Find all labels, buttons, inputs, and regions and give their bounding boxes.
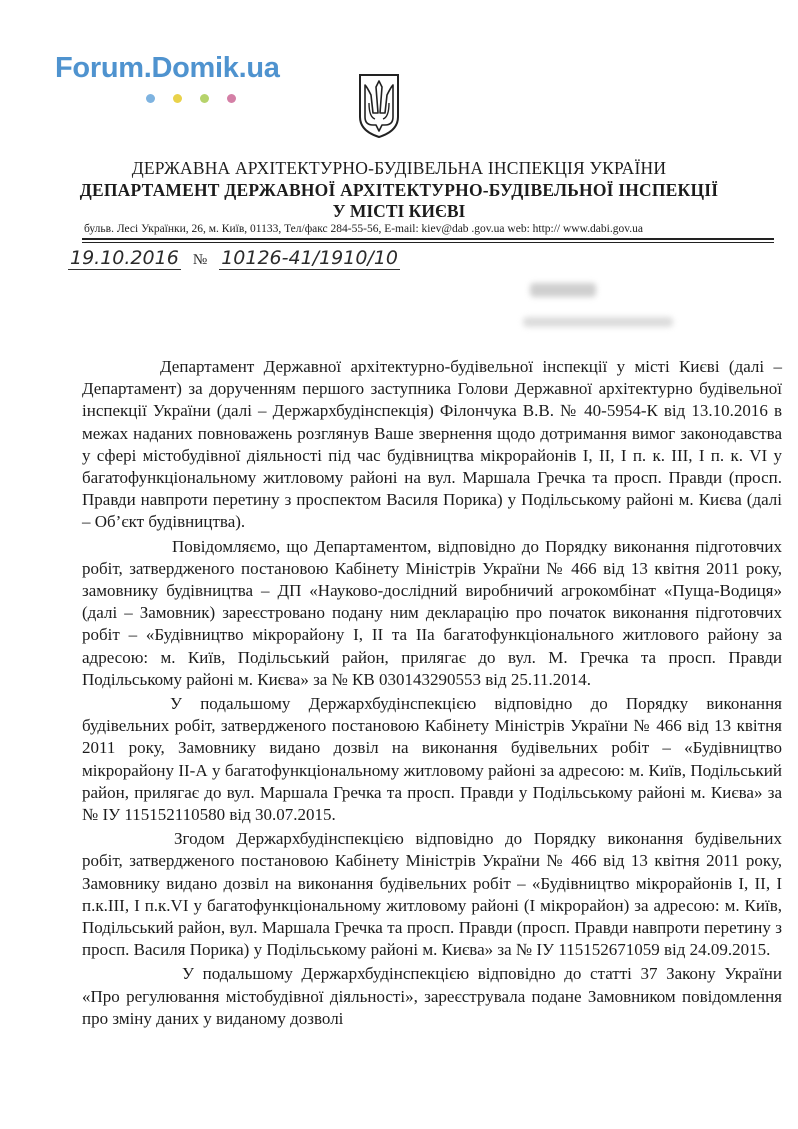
header-divider: [82, 238, 774, 240]
body-paragraph: Повідомляємо, що Департаментом, відповідно до Порядку виконання підготовчих робіт, затвердженого постановою Кабінету Міністрів України № 466 від 13 квітня 2011 року, замовнику будівництва – ДП «Науково-дослідний виробничий агрокомбінат «Пуща-Водиця» (далі – Замовник) зареєстровано подану ним декларацію про початок виконання підготовчих робіт – «Будівництво мікрорайону І, ІІ та ІІа багатофункціонального житлового району за адресою: м. Київ, Подільський район, прилягає до вул. М. Гречка та просп. Правди Подільському районі м. Києва» за № КВ 030143290553 від 25.11.2014.: [82, 536, 782, 689]
body-paragraph: У подальшому Держархбудінспекцією відповідно до статті 37 Закону України «Про регулювання містобудівної діяльності», зареєструвала подане Замовником повідомлення про зміну даних у виданому дозволі: [82, 964, 782, 1028]
registration-line: [68, 247, 400, 269]
watermark-dot: [173, 94, 182, 103]
registration-number: 10126-41/1910/10: [221, 247, 399, 269]
watermark-dot: [146, 94, 155, 103]
forum-watermark: Forum.Domik.ua: [55, 52, 280, 84]
registration-number-label: №: [192, 252, 208, 268]
redacted-recipient-email: [523, 317, 673, 327]
trident-coat-of-arms-icon: [357, 73, 401, 139]
registration-date: 19.10.2016: [70, 247, 179, 269]
letter-body: [82, 356, 782, 1032]
header-inspection-title: ДЕРЖАВНА АРХІТЕКТУРНО-БУДІВЕЛЬНА ІНСПЕКЦІЯ УКРАЇНИ: [131, 158, 667, 178]
body-paragraph: Департамент Державної архітектурно-будівельної інспекції у місті Києві (далі – Департамент) за дорученням першого заступника Голови Державної архітектурно будівельної інспекції України (далі – Держархбудінспекція) Філончука В.В. № 40-5954-К від 13.10.2016 в межах наданих повноважень розглянув Ваше звернення щодо дотримання вимог законодавства у сфері містобудівної діяльності під час будівництва мікрорайонів І, ІІ, І п. к. ІІІ, І п. к. VI у багатофункціональному житловому районі на вул. Маршала Гречка та просп. Правди (просп. Правди навпроти перетину з проспектом Василя Порика) у Подільському районі м. Києва (далі – Об’єкт будівництва).: [82, 357, 782, 532]
body-paragraph: У подальшому Держархбудінспекцією відповідно до Порядку виконання будівельних робіт, затвердженого постановою Кабінету Міністрів України № 466 від 13 квітня 2011 року, Замовнику видано дозвіл на виконання будівельних робіт – «Будівництво мікрорайону ІІ-А у багатофункціональному житловому районі за адресою: м. Київ, Подільський район, прилягає до вул. Маршала Гречка та просп. Правди у Подільському районі м. Києва» за № ІУ 115152110580 від 30.07.2015.: [82, 694, 782, 825]
watermark-dot: [227, 94, 236, 103]
redacted-recipient-name: [530, 283, 596, 297]
header-city: У МІСТІ КИЄВІ: [332, 201, 466, 221]
watermark-dot: [200, 94, 209, 103]
watermark-dots: [146, 90, 254, 108]
body-paragraph: Згодом Держархбудінспекцією відповідно до Порядку виконання будівельних робіт, затвердженого постановою Кабінету Міністрів України № 466 від 13 квітня 2011 року, Замовнику видано дозвіл на виконання будівельних робіт – «Будівництво мікрорайонів І, ІІ, І п.к.ІІІ, І п.к.VI у багатофункціональному житловому районі (І мікрорайон) за адресою: м. Київ, Подільський район, вул. Маршала Гречка та просп. Правди (просп. Правди навпроти перетину з просп. Василя Порика) у Подільському районі м. Києва» за № ІУ 115152671059 від 24.09.2015.: [82, 829, 782, 960]
header-department-title: ДЕПАРТАМЕНТ ДЕРЖАВНОЇ АРХІТЕКТУРНО-БУДІВЕЛЬНОЇ ІНСПЕКЦІЇ: [79, 180, 719, 200]
header-divider-thin: [82, 242, 774, 243]
header-contacts: бульв. Лесі Українки, 26, м. Київ, 01133, Тел/факс 284-55-56, E-mail: kiev@dab .gov.ua web: http:// www.dabi.gov.ua: [84, 223, 643, 235]
